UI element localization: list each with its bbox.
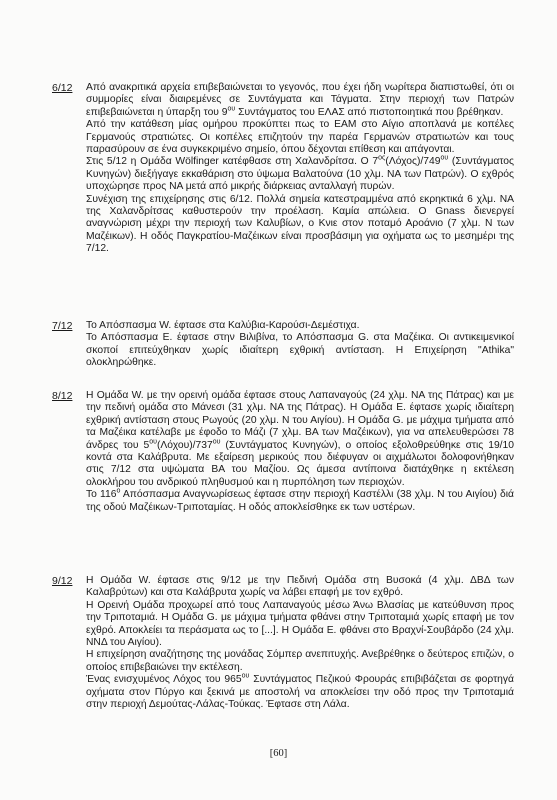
paragraph: Το Απόσπασμα Ε. έφτασε στην Βιλιβίνα, το Απόσπασμα G. στα Μαζέικα. Οι αντικειμενικοί σκοποί επιτεύχθηκαν χωρίς ιδιαίτερη εχθρική αντίσταση. Η Επιχείρηση "Athika" ολοκληρώθηκε.: [86, 332, 514, 369]
paragraph: Η Ομάδα W. με την ορεινή ομάδα έφτασε στους Λαπαναγούς (24 χλμ. ΝΑ της Πάτρας) και με την πεδινή ομάδα στο Μάνεσι (31 χλμ. ΝΑ της Πάτρας). Η Ομάδα Ε. έφτασε χωρίς ιδιαίτερη εχθρική αντίσταση στους Ρωγούς (20 χλμ. Ν του Αιγίου). Η Ομάδα G. με μάχιμα τμήματα από τα Μαζέικα κατέλαβε με έφοδο το Μάζι (7 χλμ. ΒΑ των Μαζέικων), για να απελευθερώσει 78 άνδρες του $5^{o\upsilon}(\Lambda ό\chi o\upsilon)/737^{o\upsilon}$ (Συντάγματος Κυνηγών), ο οποίος εξολοθρεύθηκε στις 19/10 κοντά στα Καλάβρυτα. Με εξαίρεση μερικούς που διέφυγαν οι αιχμάλωτοι δολοφονήθηκαν στις 7/12 στα υψώματα ΒΑ του Μαζίου. Ως άμεσα αντίποινα διατάχθηκε η εκτέλεση ολοκλήρου του ανδρικού πληθυσμού και η πυρπόληση των περιοχών.: [86, 390, 514, 488]
entry-date: 9/12: [52, 575, 73, 587]
entry-6-12: [52, 82, 514, 256]
paragraph: Συνέχιση της επιχείρησης στις 6/12. Πολλά σημεία κατεστραμμένα από εκρηκτικά 6 χλμ. ΝΑ της Χαλανδρίτσας καθυστερούν την προέλαση. Καμία απώλεια. Ο Gnass διενεργεί αναγνώριση μέχρι την περιοχή των Καλυβίων, ο Κνιε στον ποταμό Αροάνιο (7 χλμ. Ν των Μαζέικων). Η οδός Παγκρατίου-Μαζέικων είναι προσβάσιμη για οχήματα ως το μεσημέρι της 7/12.: [86, 193, 514, 255]
paragraph: Το Απόσπασμα W. έφτασε στα Καλύβια-Καρούσι-Δεμέστιχα.: [86, 320, 360, 331]
paragraph: Από ανακριτικά αρχεία επιβεβαιώνεται το γεγονός, που έχει ήδη νωρίτερα διαπιστωθεί, ότι οι συμμορίες είναι διαιρεμένες σε Συντάγματα και Τάγματα. Στην περιοχή των Πατρών επιβεβαιώνεται η ύπαρξη του $9^{o\upsilon}$ Συντάγματος του ΕΛΑΣ από πιστοποιητικά που βρέθηκαν.: [86, 82, 514, 118]
entry-7-12: [52, 320, 514, 370]
entry-body: [86, 575, 514, 711]
entry-date: 6/12: [52, 82, 73, 94]
page-number: [60]: [269, 748, 288, 759]
paragraph: Η επιχείρηση αναζήτησης της μονάδας Σόμπερ ανεπιτυχής. Ανεβρέθηκε ο δεύτερος επιζών, ο οποίος επιβεβαιώνει την εκτέλεση.: [86, 649, 514, 673]
entry-8-12: [52, 390, 514, 514]
entry-9-12: [52, 575, 514, 711]
entry-body: [86, 320, 514, 370]
paragraph: Η Ορεινή Ομάδα προχωρεί από τους Λαπαναγούς μέσω Άνω Βλασίας με κατεύθυνση προς την Τριποταμιά. Η Ομάδα G. με μάχιμα τμήματα φθάνει στην Τριποταμιά χωρίς επαφή με τον εχθρό. Αποκλείει τα περάσματα ως το [...]. Η Ομάδα Ε. φθάνει στο Βραχνί-Σουβάρδο (24 χλμ. ΝΝΔ του Αιγίου).: [86, 599, 514, 649]
entry-date: 7/12: [52, 320, 73, 332]
entry-body: [86, 390, 514, 514]
paragraph: Η Ομάδα W. έφτασε στις 9/12 με την Πεδινή Ομάδα στη Βυσοκά (4 χλμ. ΔΒΔ των Καλαβρύτων) και στα Καλάβρυτα χωρίς να λάβει επαφή με τον εχθρό.: [86, 575, 514, 599]
entry-body: [86, 82, 514, 256]
paragraph: Ένας ενισχυμένος Λόχος του $965^{o\upsilon}$ Συντάγματος Πεζικού Φρουράς επιβιβάζεται σε φορτηγά οχήματα στον Πύργο και ξεκινά με αποστολή να αποκλείσει την οδό προς την Τριποταμιά στην περιοχή Δεμούτας-Λάλας-Τούκας. Έφτασε στη Λάλα.: [86, 672, 514, 711]
paragraph: Από την κατάθεση μίας ομήρου προκύπτει πως το ΕΑΜ στο Αίγιο αποπλανά με κοπέλες Γερμανούς στρατιώτες. Οι κοπέλες επιζητούν την παρέα Γερμανών στρατιωτών και τους παρασύρουν σε ένα συγκεκριμένο σημείο, όπου δέχονται επίθεση και απάγονται.: [86, 119, 514, 156]
paragraph: Το $116^o$ Απόσπασμα Αναγνωρίσεως έφτασε στην περιοχή Καστέλλι (38 χλμ. Ν του Αιγίου) διά της οδού Μαζέικων-Τριποταμίας. Η οδός αποκλείσθηκε εκ των υστέρων.: [86, 487, 514, 513]
entry-date: 8/12: [52, 390, 73, 402]
paragraph: Στις 5/12 η Ομάδα Wölfinger κατέφθασε στη Χαλανδρίτσα. Ο $7^{o\varsigma}(\Lambda ό\chi o\varsigma)/749^{o\upsilon}$ (Συντάγματος Κυνηγών) διεξήγαγε εκκαθάριση στο ύψωμα Βαλατούνα (10 χλμ. ΝΑ των Πατρών). Ο εχθρός υποχώρησε προς ΝΑ μετά από μικρής διάρκειας ανταλλαγή πυρών.: [86, 155, 514, 193]
